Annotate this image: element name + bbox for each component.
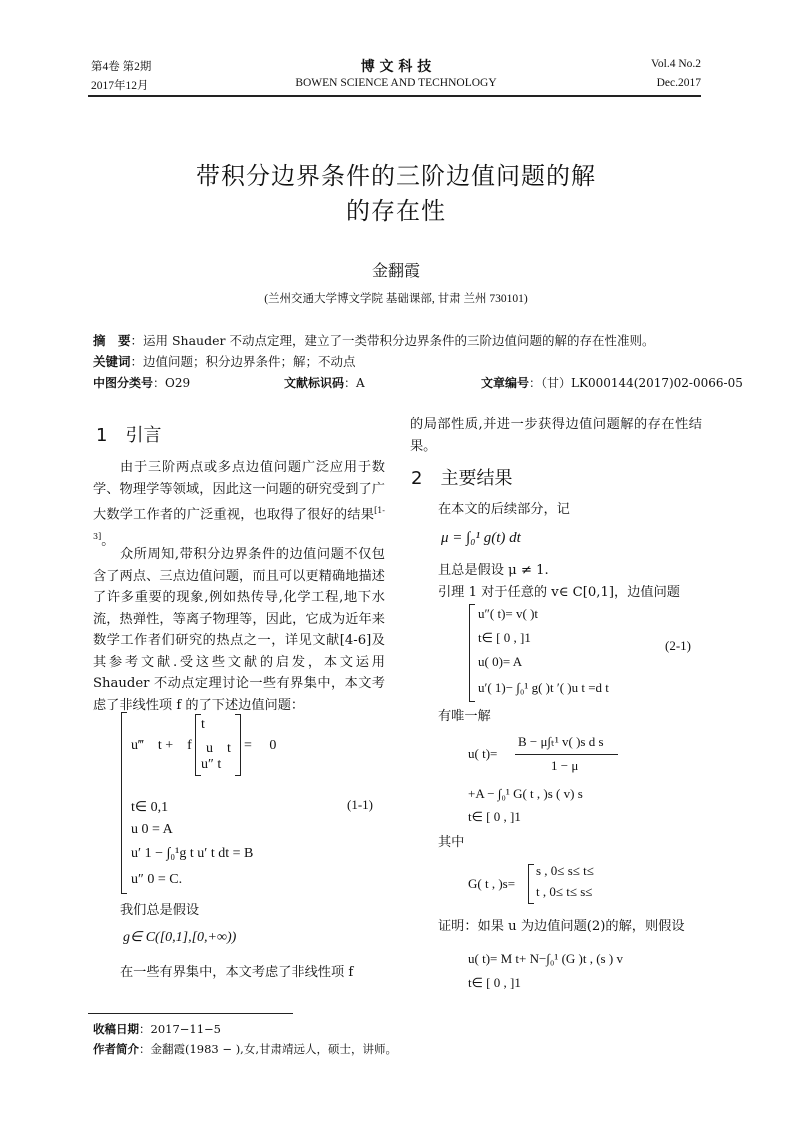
green-function-brace	[528, 864, 534, 904]
system-brace-1-1	[121, 712, 127, 894]
green-function-lhs: G( t , )s=	[468, 876, 516, 891]
title-line-1: 带积分边界条件的三阶边值问题的解	[196, 162, 596, 190]
mu-assumption: 且总是假设 μ ≠ 1.	[438, 563, 549, 578]
where-text: 其中	[438, 835, 465, 850]
received-label: 收稿日期	[93, 1022, 139, 1036]
header-journal-en: BOWEN SCIENCE AND TECHNOLOGY	[295, 77, 497, 89]
title-line-2: 的存在性	[346, 197, 446, 225]
eq-2-1-label: (2-1)	[665, 638, 691, 653]
proof-text: 证明：如果 u 为边值问题(2)的解，则假设	[438, 919, 685, 934]
eq-1-1-line-1b: = 0	[244, 738, 277, 753]
proof-equation: u( t)= M t+ N−∫₀¹ (G )t , (s ) v	[468, 951, 623, 966]
green-function-case-1: s , 0≤ s≤ t≤	[536, 863, 594, 878]
para-1-end: 。	[101, 533, 115, 549]
solution-line-3: t∈ [ 0 , ]1	[468, 809, 521, 824]
eq-1-1-line-3: u 0 = A	[131, 822, 173, 837]
author-name: 金翻霞	[371, 261, 420, 280]
fraction-bar	[515, 754, 618, 755]
document-code	[284, 374, 365, 391]
keywords-text: ：边值问题；积分边界条件；解；不动点	[130, 354, 356, 369]
section-1-para-2: 众所周知,带积分边界条件的边值问题不仅包含了两点、三点边值问题，而且可以更精确地描述了许多重要的现象,例如热传导,化学工程,地下水流，热弹性，等离子物理等，因此，它成为近年来数学工作者们研究的热点之一，详见文献[4-6]及其参考文献.受这些文献的启发，本文运用 Shauder 不动点定理讨论一些有界集中，本文考虑了非线性项 f 的了下述边值问题：	[93, 547, 385, 713]
right-para-continued: 的局部性质,并进一步获得边值问题解的存在性结果。	[410, 417, 702, 454]
clc-number	[93, 374, 190, 391]
received-value: ：2017−11−5	[139, 1022, 221, 1036]
abstract	[93, 331, 654, 349]
solution-lhs: u( t)=	[468, 746, 498, 761]
eq-1-1-line-2: t∈ 0,1	[131, 800, 169, 815]
eq-1-1-label: (1-1)	[347, 797, 373, 812]
system-brace-2-1	[469, 604, 475, 702]
eq-1-1-line-5: u″ 0 = C.	[131, 872, 183, 887]
eq-2-1-line-2: t∈ [ 0 , ]1	[478, 630, 531, 645]
article-number	[481, 374, 743, 391]
header-date-en: Dec.2017	[656, 77, 701, 89]
article-no-label: 文章编号	[481, 376, 530, 390]
eq-2-1-line-1: u″( t)= v( )t	[478, 606, 539, 621]
received-date	[93, 1021, 221, 1037]
green-function-case-2: t , 0≤ t≤ s≤	[536, 884, 593, 899]
keywords-label: 关键词	[93, 354, 131, 369]
header-date-cn: 2017年12月	[91, 80, 149, 92]
eq-1-1-inner-1: t	[201, 717, 205, 732]
clc-label: 中图分类号	[93, 376, 154, 390]
header-volume-issue: 第4卷 第2期	[91, 61, 152, 73]
clc-value: ：O29	[153, 376, 191, 390]
solution-line-2: +A − ∫₀¹ G( t , )s ( v) s	[468, 786, 583, 801]
keywords	[93, 352, 356, 370]
footnote-rule	[88, 1013, 293, 1014]
solution-numerator: B − μ∫ₜ¹ v( )s d s	[518, 734, 604, 749]
abstract-text: ：运用 Shauder 不动点定理，建立了一类带积分边界条件的三阶边值问题的解的存在性准则。	[130, 333, 655, 348]
section-2-intro: 在本文的后续部分，记	[438, 502, 570, 517]
section-1-heading: 1 引言	[96, 425, 162, 446]
g-condition: g∈ C([0,1],[0,+∞))	[123, 930, 237, 945]
proof-equation-line-2: t∈ [ 0 , ]1	[468, 975, 521, 990]
unique-solution-text: 有唯一解	[438, 709, 491, 724]
eq-1-1-inner-2: u t	[206, 741, 231, 756]
citation-ref: [1-3]	[93, 506, 385, 541]
doc-code-label: 文献标识码	[284, 376, 345, 390]
header-journal-cn: 博 文 科 技	[360, 59, 432, 75]
author-bio-label: 作者简介	[93, 1042, 139, 1056]
solution-denominator: 1 − μ	[551, 758, 579, 773]
eq-1-1-line-1a: u‴ t + f	[131, 738, 192, 753]
article-no-value: ：（甘）LK000144(2017)02-0066-05	[529, 376, 743, 390]
eq-2-1-line-3: u( 0)= A	[478, 654, 523, 669]
mu-definition: μ = ∫₀¹ g(t) dt	[441, 530, 521, 546]
section-1-para-1	[93, 457, 385, 552]
section-1-para-3: 在一些有界集中，本文考虑了非线性项 f	[120, 965, 354, 980]
eq-1-1-inner-3: u″ t	[201, 757, 222, 772]
para-1-text: 由于三阶两点或多点边值问题广泛应用于数学、物理学等领域，因此这一问题的研究受到了广大数学工作者的广泛重视，也取得了很好的结果	[93, 460, 385, 523]
eq-1-1-line-4: u′ 1 − ∫₀¹g t u′ t dt = B	[131, 846, 254, 861]
header-rule	[88, 95, 701, 97]
abstract-label: 摘 要	[93, 333, 131, 348]
assumption-text: 我们总是假设	[120, 903, 200, 918]
inner-brace-right	[235, 714, 241, 776]
header-volume-en: Vol.4 No.2	[651, 58, 701, 70]
doc-code-value: ：A	[344, 376, 365, 390]
lemma-1: 引理 1 对于任意的 v∈ C[0,1]，边值问题	[438, 585, 680, 600]
eq-2-1-line-4: u′( 1)− ∫₀¹ g( )t ′( )u t =d t	[478, 680, 609, 695]
author-affiliation: (兰州交通大学博文学院 基础课部, 甘肃 兰州 730101)	[264, 293, 528, 305]
author-bio-value: ：金翻霞(1983 − ),女,甘肃靖远人，硕士，讲师。	[139, 1042, 397, 1056]
section-2-heading: 2 主要结果	[411, 468, 513, 489]
author-bio	[93, 1041, 397, 1057]
